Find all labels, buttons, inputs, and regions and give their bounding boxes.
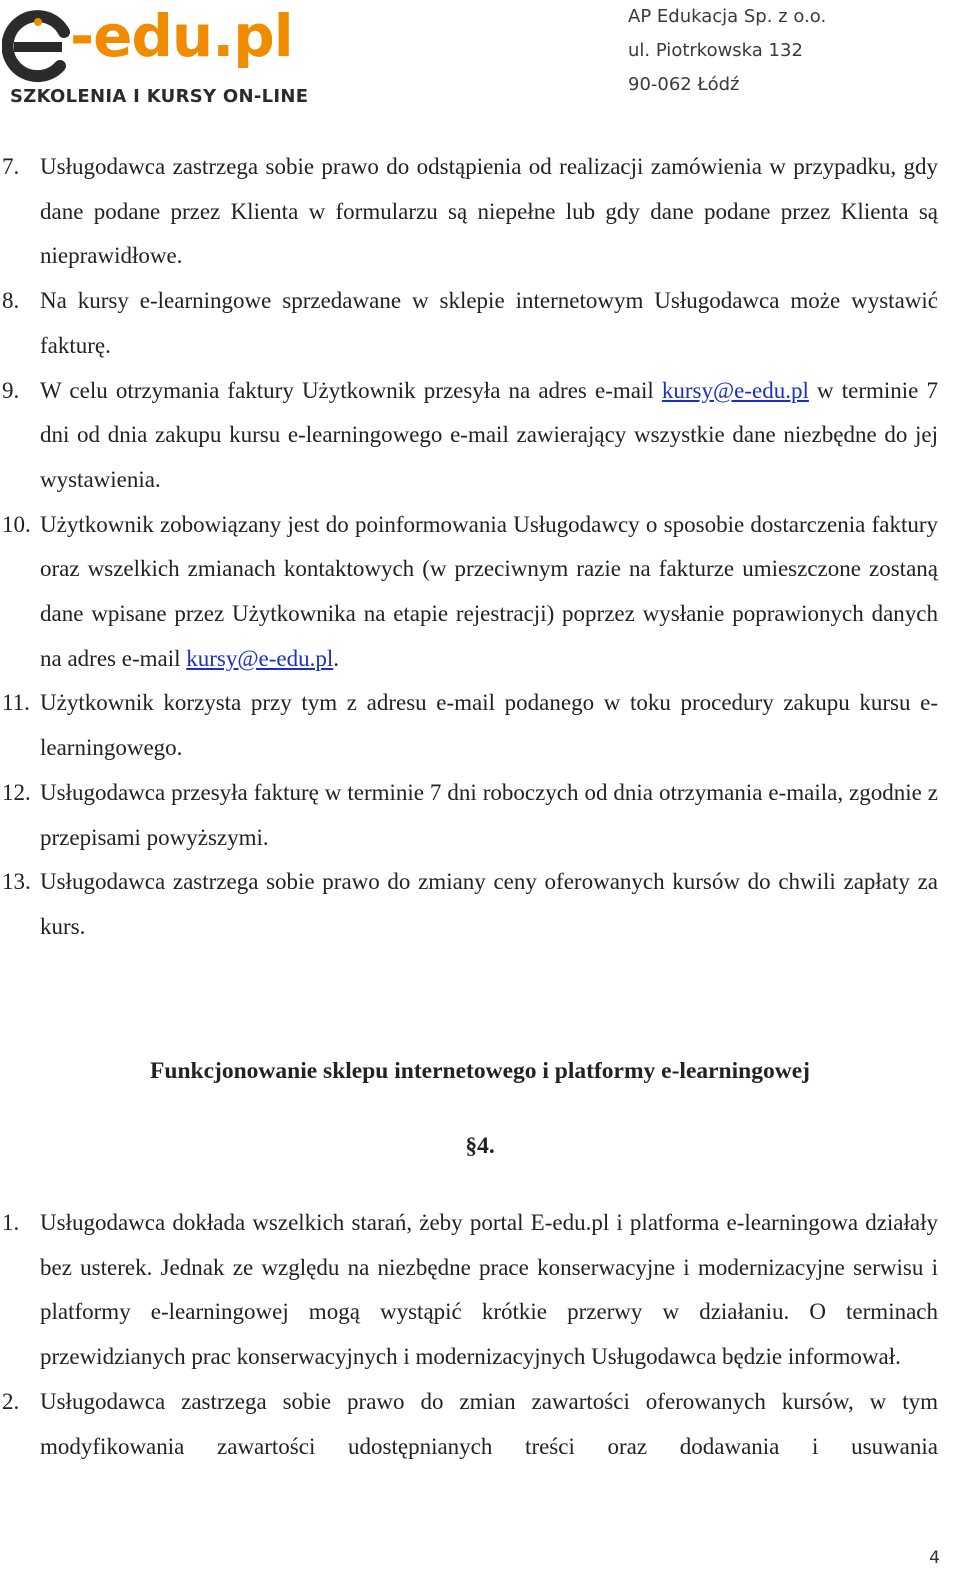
list-item [0, 681, 960, 770]
list-item-number: 1. [2, 1210, 20, 1235]
list-item-number: 10. [2, 511, 31, 537]
logo-wordmark: -edu.pl [70, 2, 293, 70]
list-item [0, 1380, 960, 1469]
list-item [0, 503, 960, 682]
list-item-text: Usługodawca przesyła fakturę w terminie 7 dni roboczych od dnia otrzymania e-maila, zgodnie z przepisami powyższymi. [40, 779, 938, 850]
list-item-text: Użytkownik korzysta przy tym z adresu e-mail podanego w toku procedury zakupu kursu e-learningowego. [40, 690, 938, 761]
list-item [0, 771, 960, 860]
list-item-text-part: W celu otrzymania faktury Użytkownik przesyła na adres e-mail [40, 377, 662, 403]
list-item-number: 9. [2, 377, 20, 403]
logo-tagline: SZKOLENIA I KURSY ON-LINE [10, 86, 309, 107]
list-item-number: 11. [2, 690, 30, 716]
list-item-text-part: . [333, 645, 339, 671]
list-item-text-part: w terminie 7 dni od dnia zakupu kursu e-learningowego e-mail zawierający wszystkie dane niezbędne do jej wystawienia. [40, 377, 938, 492]
page-number: 4 [929, 1548, 940, 1568]
list-item [0, 279, 960, 368]
list-item-number: 2. [2, 1388, 20, 1414]
list-item-text: Usługodawca dokłada wszelkich starań, żeby portal E-edu.pl i platforma e-learningowa działały bez usterek. Jednak ze względu na niezbędne prace konserwacyjne i modernizacyjne serwisu i platformy e-learningowej mogą wystąpić krótkie przerwy w działaniu. O terminach przewidzianych prac konserwacyjnych i modernizacyjnych Usługodawca będzie informował. [40, 1210, 938, 1370]
list-item-number: 13. [2, 869, 31, 895]
list-item-number: 8. [2, 288, 20, 314]
list-item [0, 860, 960, 949]
company-city: 90-062 Łódź [628, 74, 740, 95]
document-body [0, 145, 960, 950]
company-address [628, 0, 948, 102]
page-header [0, 0, 960, 120]
list-item-number: 7. [2, 154, 20, 179]
company-street: ul. Piotrkowska 132 [628, 40, 803, 61]
list-item-text: Usługodawca zastrzega sobie prawo do zmiany ceny oferowanych kursów do chwili zapłaty za kurs. [40, 869, 938, 939]
list-item [0, 369, 960, 503]
document-body-section-4 [0, 1201, 960, 1469]
logo-e-mark-icon [2, 8, 72, 84]
paragraph-number: §4. [465, 1133, 495, 1159]
section-title: Funkcjonowanie sklepu internetowego i platformy e-learningowej [150, 1058, 810, 1084]
list-item-text [40, 503, 938, 682]
list-item [0, 1201, 960, 1380]
company-logo [2, 2, 332, 108]
list-item [0, 145, 960, 279]
list-item-text: Usługodawca zastrzega sobie prawo do zmian zawartości oferowanych kursów, w tym modyfikowania zawartości udostępnianych treści oraz dodawania i usuwania [40, 1388, 938, 1459]
list-item-text: Usługodawca zastrzega sobie prawo do odstąpienia od realizacji zamówienia w przypadku, gdy dane podane przez Klienta w formularzu są niepełne lub gdy dane podane przez Klienta są nieprawidłowe. [40, 154, 938, 269]
list-item-text-part: Użytkownik zobowiązany jest do poinformowania Usługodawcy o sposobie dostarczenia faktury oraz wszelkich zmianach kontaktowych (w przeciwnym razie na fakturze umieszczone zostaną dane wpisane przez Użytkownika na etapie rejestracji) poprzez wysłanie poprawionych danych na adres e-mail [40, 511, 938, 671]
list-item-number: 12. [2, 779, 31, 805]
company-name: AP Edukacja Sp. z o.o. [628, 6, 827, 27]
email-link[interactable]: kursy@e-edu.pl [186, 645, 334, 671]
list-item-text: Na kursy e-learningowe sprzedawane w sklepie internetowym Usługodawca może wystawić fakturę. [40, 288, 938, 358]
list-item-text [40, 369, 938, 503]
email-link[interactable]: kursy@e-edu.pl [661, 377, 809, 403]
